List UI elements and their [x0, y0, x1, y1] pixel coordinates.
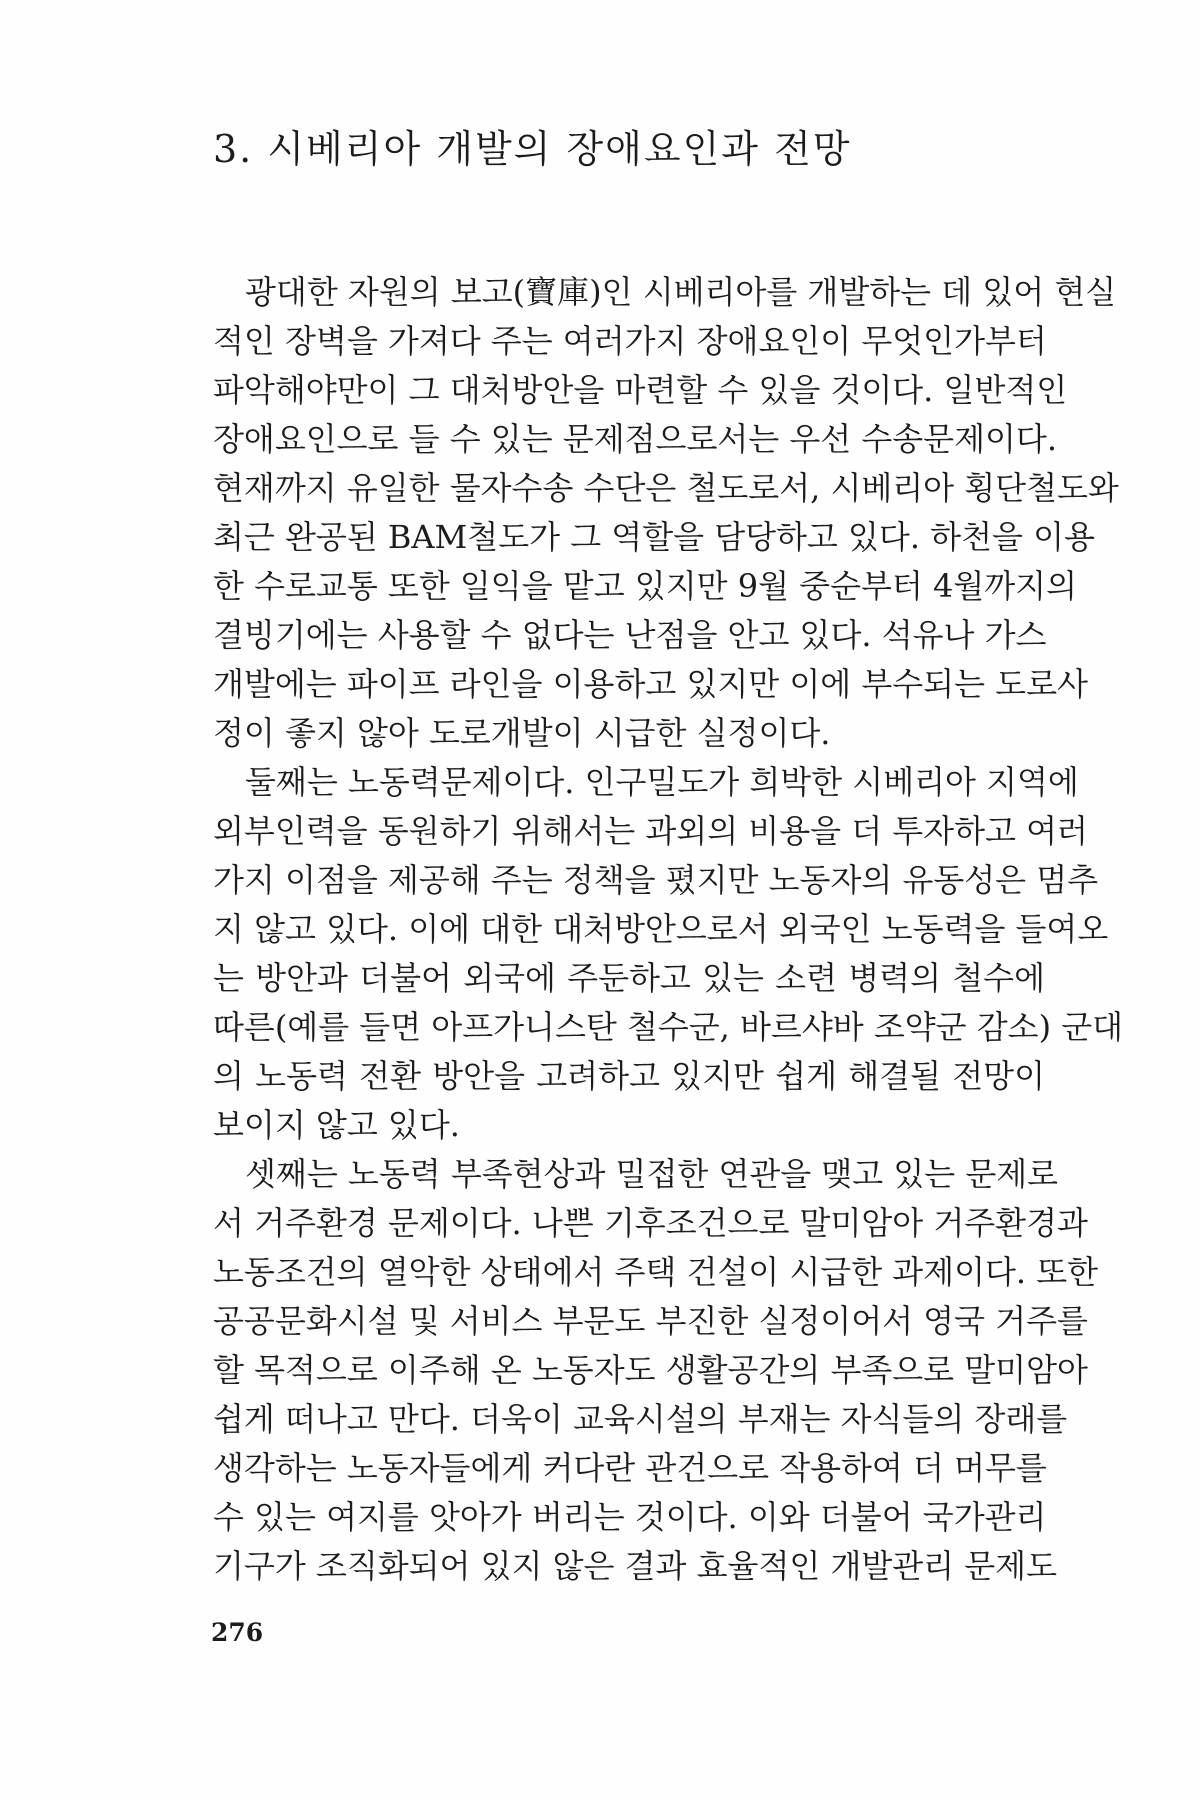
- page-number: 276: [211, 1618, 264, 1647]
- paragraph-2-line-7: 의 노동력 전환 방안을 고려하고 있지만 쉽게 해결될 전망이: [213, 1057, 1045, 1095]
- paragraph-1-line-1: 광대한 자원의 보고(寶庫)인 시베리아를 개발하는 데 있어 현실: [245, 273, 1117, 311]
- section-title: 3. 시베리아 개발의 장애요인과 전망: [213, 127, 852, 171]
- paragraph-1-line-5: 현재까지 유일한 물자수송 수단은 철도로서, 시베리아 횡단철도와: [213, 469, 1119, 507]
- body-text: [213, 268, 1124, 1591]
- paragraph-3-line-7: 생각하는 노동자들에게 커다란 관건으로 작용하여 더 머무를: [213, 1449, 1047, 1487]
- paragraph-3-line-6: 쉽게 떠나고 만다. 더욱이 교육시설의 부재는 자식들의 장래를: [213, 1400, 1068, 1438]
- paragraph-1-line-3: 파악해야만이 그 대처방안을 마련할 수 있을 것이다. 일반적인: [213, 371, 1068, 409]
- paragraph-1-line-9: 개발에는 파이프 라인을 이용하고 있지만 이에 부수되는 도로사: [213, 665, 1088, 703]
- paragraph-1-line-8: 결빙기에는 사용할 수 없다는 난점을 안고 있다. 석유나 가스: [213, 616, 1047, 654]
- paragraph-2-line-6: 따른(예를 들면 아프가니스탄 철수군, 바르샤바 조약군 감소) 군대: [213, 1008, 1124, 1046]
- paragraph-2-line-5: 는 방안과 더불어 외국에 주둔하고 있는 소련 병력의 철수에: [213, 959, 1045, 997]
- paragraph-2-line-2: 외부인력을 동원하기 위해서는 과외의 비용을 더 투자하고 여러: [213, 812, 1088, 850]
- paragraph-2-line-1: 둘째는 노동력문제이다. 인구밀도가 희박한 시베리아 지역에: [245, 763, 1079, 801]
- paragraph-3-line-4: 공공문화시설 및 서비스 부문도 부진한 실정이어서 영국 거주를: [213, 1302, 1088, 1340]
- paragraph-1-line-4: 장애요인으로 들 수 있는 문제점으로서는 우선 수송문제이다.: [213, 420, 1058, 458]
- paragraph-1-line-2: 적인 장벽을 가져다 주는 여러가지 장애요인이 무엇인가부터: [213, 322, 1047, 360]
- paragraph-1-line-7: 한 수로교통 또한 일익을 맡고 있지만 9월 중순부터 4월까지의: [213, 567, 1077, 605]
- paragraph-3-line-9: 기구가 조직화되어 있지 않은 결과 효율적인 개발관리 문제도: [213, 1547, 1058, 1585]
- paragraph-3-line-5: 할 목적으로 이주해 온 노동자도 생활공간의 부족으로 말미암아: [213, 1351, 1088, 1389]
- paragraph-2-line-4: 지 않고 있다. 이에 대한 대처방안으로서 외국인 노동력을 들여오: [213, 910, 1109, 948]
- paragraph-3-line-8: 수 있는 여지를 앗아가 버리는 것이다. 이와 더불어 국가관리: [213, 1498, 1047, 1536]
- paragraph-3-line-3: 노동조건의 열악한 상태에서 주택 건설이 시급한 과제이다. 또한: [213, 1253, 1099, 1291]
- paragraph-3-line-1: 셋째는 노동력 부족현상과 밀접한 연관을 맺고 있는 문제로: [245, 1155, 1059, 1193]
- paragraph-2-line-3: 가지 이점을 제공해 주는 정책을 폈지만 노동자의 유동성은 멈추: [213, 861, 1099, 899]
- paragraph-1-line-6: 최근 완공된 BAM철도가 그 역할을 담당하고 있다. 하천을 이용: [213, 518, 1095, 556]
- paragraph-3-line-2: 서 거주환경 문제이다. 나쁜 기후조건으로 말미암아 거주환경과: [213, 1204, 1088, 1242]
- paragraph-2-line-8: 보이지 않고 있다.: [213, 1106, 460, 1144]
- paragraph-1-line-10: 정이 좋지 않아 도로개발이 시급한 실정이다.: [213, 714, 831, 752]
